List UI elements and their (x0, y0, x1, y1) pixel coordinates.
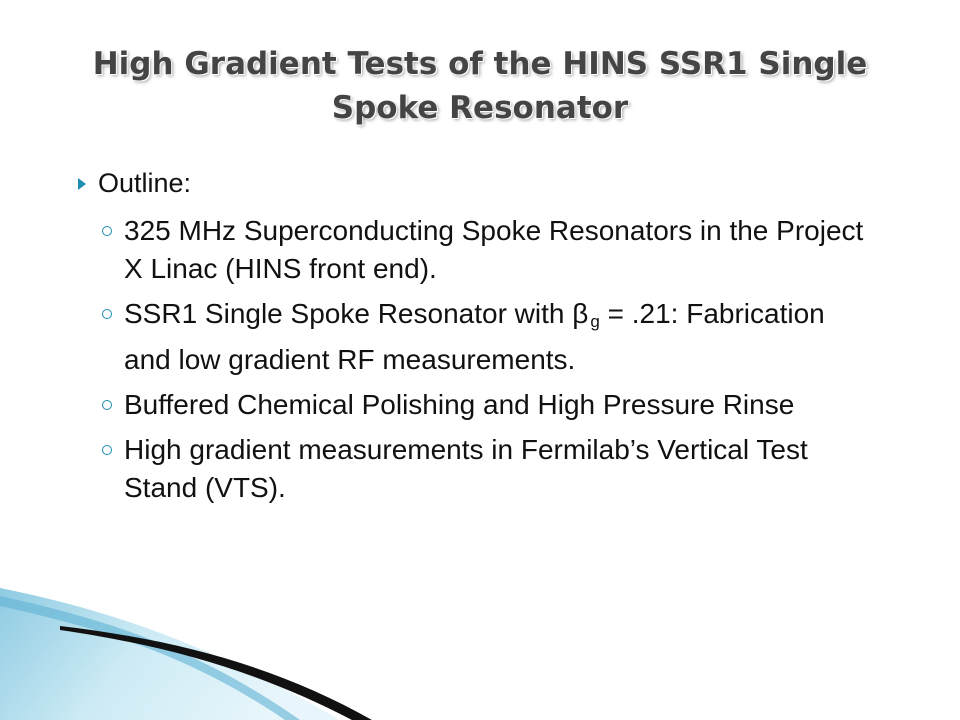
slide-title: High Gradient Tests of the HINS SSR1 Single Spoke Resonator (92, 46, 868, 126)
outline-label: Outline: (98, 168, 192, 198)
bullet-text-pre: SSR1 Single Spoke Resonator with β (124, 298, 589, 329)
bullet-text: High gradient measurements in Fermilab’s Vertical Test Stand (VTS). (124, 434, 808, 503)
bullet-text-post: = .21: Fabrication and low gradient RF measurements. (124, 298, 825, 375)
bullet-text: Buffered Chemical Polishing and High Pressure Rinse (124, 389, 795, 420)
bullet-text: 325 MHz Superconducting Spoke Resonators in the Project X Linac (HINS front end). (124, 215, 864, 284)
beta-subscript: g (590, 312, 600, 331)
